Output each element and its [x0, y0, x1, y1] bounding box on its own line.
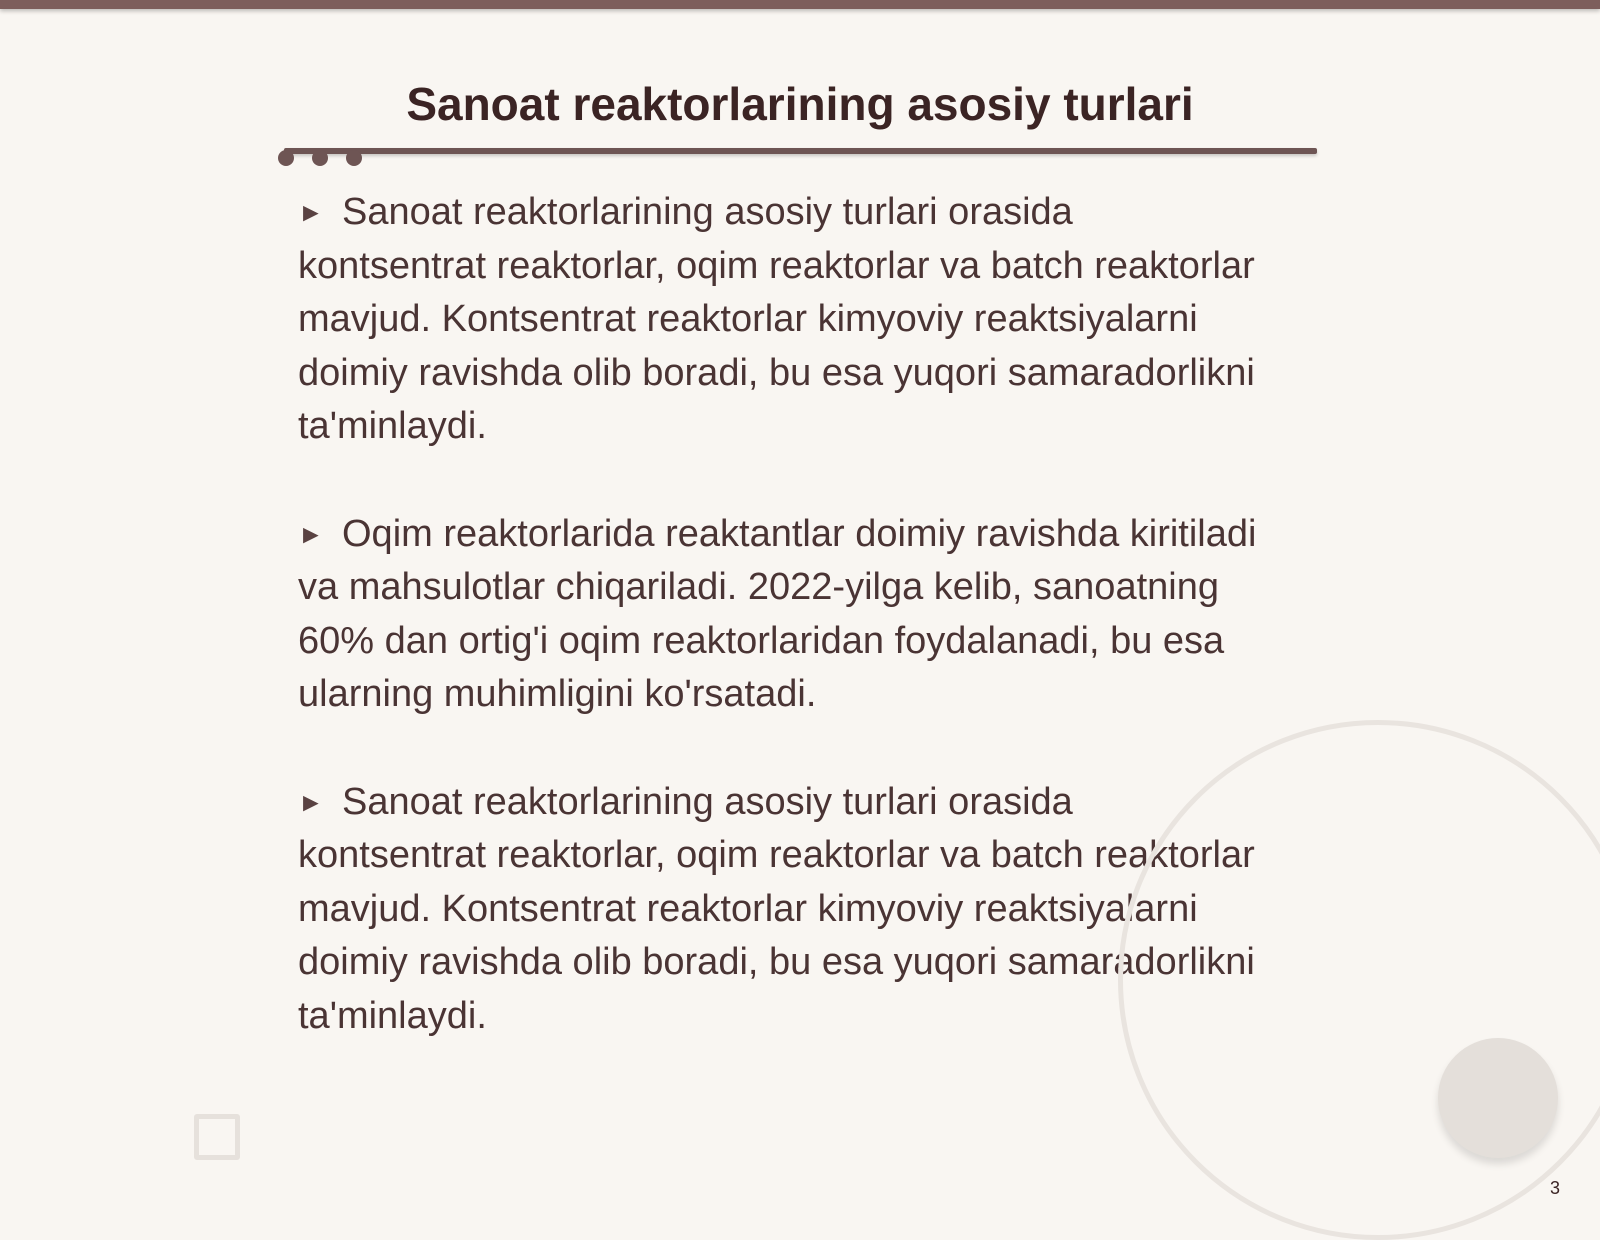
bullet-item: [298, 776, 1258, 1044]
bullet-text: Oqim reaktorlarida reaktantlar doimiy ravishda kiritiladi va mahsulotlar chiqariladi. 2022-yilga kelib, sanoatning 60% dan ortig'i oqim reaktorlaridan foydalanadi, bu esa ularning muhimligini ko'rsatadi.: [298, 512, 1257, 715]
bullet-text: Sanoat reaktorlarining asosiy turlari orasida kontsentrat reaktorlar, oqim reaktorlar va batch reaktorlar mavjud. Kontsentrat reaktorlar kimyoviy reaktsiyalarni doimiy ravishda olib boradi, bu esa yuqori samaradorlikni ta'minlaydi.: [298, 780, 1255, 1037]
bullet-item: [298, 508, 1258, 722]
slide-title: Sanoat reaktorlarining asosiy turlari: [406, 78, 1194, 130]
page-number: 3: [1550, 1178, 1561, 1198]
slide-body: [298, 186, 1258, 1097]
title-underline: [284, 148, 1317, 154]
decorative-dot-2: [312, 150, 328, 166]
bullet-arrow-icon: ►: [298, 518, 324, 549]
decorative-square: [194, 1114, 240, 1160]
bullet-item: [298, 186, 1258, 454]
bullet-text: Sanoat reaktorlarining asosiy turlari orasida kontsentrat reaktorlar, oqim reaktorlar va batch reaktorlar mavjud. Kontsentrat reaktorlar kimyoviy reaktsiyalarni doimiy ravishda olib boradi, bu esa yuqori samaradorlikni ta'minlaydi.: [298, 191, 1255, 447]
bullet-arrow-icon: ►: [298, 197, 324, 227]
decorative-dot-3: [346, 150, 362, 166]
decorative-dot-1: [278, 150, 294, 166]
bullet-arrow-icon: ►: [298, 786, 324, 817]
decorative-disc: [1438, 1038, 1558, 1158]
top-accent-bar: [0, 0, 1600, 9]
